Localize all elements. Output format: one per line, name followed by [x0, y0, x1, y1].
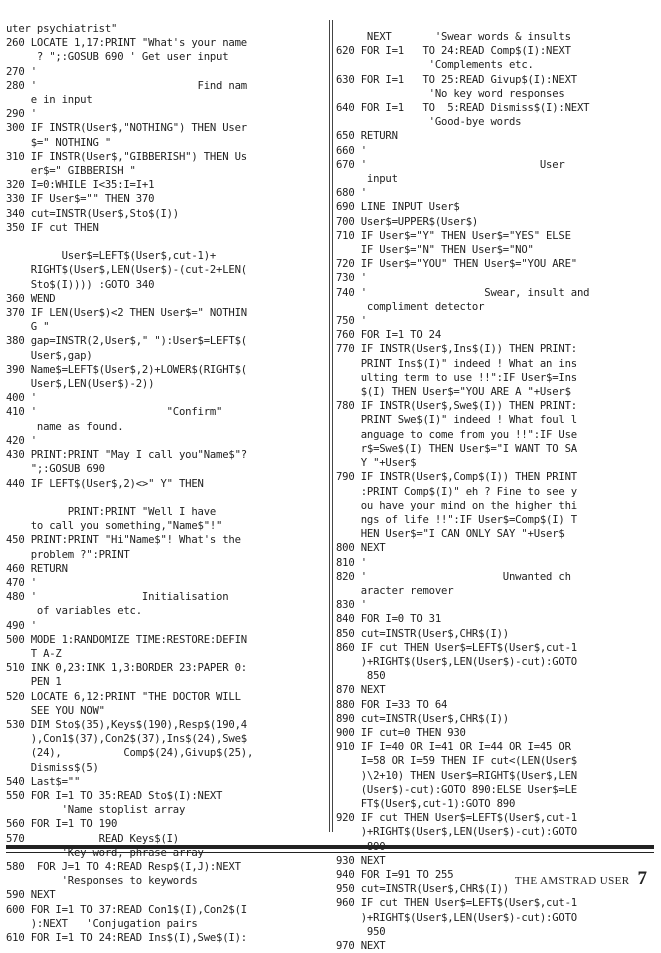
- code-line: r$=Swe$(I) THEN User$="I WANT TO SA: [336, 442, 577, 455]
- code-line: 490 ': [6, 619, 37, 632]
- code-line: )+RIGHT$(User$,LEN(User$)-cut):GOTO: [336, 826, 577, 839]
- code-line: 950: [336, 925, 386, 938]
- code-line: 'Good-bye words: [336, 116, 522, 129]
- code-line: 930 NEXT: [336, 854, 386, 867]
- code-line: 910 IF I=40 OR I=41 OR I=44 OR I=45 OR: [336, 741, 571, 754]
- code-line: 480 ' Initialisation: [6, 591, 229, 604]
- code-line: Y "+User$: [336, 457, 417, 470]
- code-line: ? ";:GOSUB 690 ' Get user input: [6, 51, 229, 64]
- code-line: 510 INK 0,23:INK 1,3:BORDER 23:PAPER 0:: [6, 662, 247, 675]
- code-line: PRINT:PRINT "Well I have: [6, 505, 217, 518]
- code-line: 470 ': [6, 576, 37, 589]
- code-line: 770 IF INSTR(User$,Ins$(I)) THEN PRINT:: [336, 343, 577, 356]
- code-line: 260 LOCATE 1,17:PRINT "What's your name: [6, 37, 247, 50]
- code-line: 380 gap=INSTR(2,User$," "):User$=LEFT$(: [6, 335, 247, 348]
- code-line: 430 PRINT:PRINT "May I call you"Name$"?: [6, 449, 247, 462]
- column-divider: [332, 20, 333, 832]
- code-line: 860 IF cut THEN User$=LEFT$(User$,cut-1: [336, 641, 577, 654]
- code-line: 950 cut=INSTR(User$,CHR$(I)): [336, 883, 509, 896]
- code-line: 540 Last$="": [6, 775, 81, 788]
- code-line: T A-Z: [6, 647, 62, 660]
- code-line: IF User$="N" THEN User$="NO": [336, 244, 534, 257]
- code-line: 570 READ Keys$(I): [6, 832, 179, 845]
- code-line: Sto$(I)))) :GOTO 340: [6, 278, 155, 291]
- code-line: 460 RETURN: [6, 562, 68, 575]
- code-line: 870 NEXT: [336, 684, 386, 697]
- code-line: SEE YOU NOW": [6, 704, 105, 717]
- code-line: 650 RETURN: [336, 130, 398, 143]
- code-line: 590 NEXT: [6, 889, 56, 902]
- code-line: 760 FOR I=1 TO 24: [336, 329, 442, 342]
- code-line: 850: [336, 670, 386, 683]
- code-line: 690 LINE INPUT User$: [336, 201, 460, 214]
- magazine-name: THE AMSTRAD USER: [514, 875, 630, 887]
- code-line: 970 NEXT: [336, 940, 386, 952]
- code-line: PEN 1: [6, 676, 62, 689]
- code-line: 630 FOR I=1 TO 25:READ Givup$(I):NEXT: [336, 73, 577, 86]
- code-line: 580 FOR J=1 TO 4:READ Resp$(I,J):NEXT: [6, 860, 241, 873]
- code-line: 300 IF INSTR(User$,"NOTHING") THEN User: [6, 122, 247, 135]
- column-divider: [329, 20, 330, 832]
- code-line: 310 IF INSTR(User$,"GIBBERISH") THEN Us: [6, 150, 247, 163]
- code-line: er$=" GIBBERISH ": [6, 165, 136, 178]
- code-line: G ": [6, 321, 50, 334]
- code-line: problem ?":PRINT: [6, 548, 130, 561]
- code-line: ngs of life !!":IF User$=Comp$(I) T: [336, 513, 577, 526]
- code-line: 400 ': [6, 392, 37, 405]
- code-line: 780 IF INSTR(User$,Swe$(I)) THEN PRINT:: [336, 400, 577, 413]
- code-line: (24), Comp$(24),Givup$(25),: [6, 747, 254, 760]
- code-line: 280 ' Find nam: [6, 79, 247, 92]
- code-line: name as found.: [6, 420, 124, 433]
- code-line: [6, 491, 324, 505]
- code-line: 680 ': [336, 187, 367, 200]
- page-footer: [515, 868, 647, 890]
- code-line: PRINT Swe$(I)" indeed ! What foul l: [336, 414, 577, 427]
- code-line: 360 WEND: [6, 292, 56, 305]
- code-line: 820 ' Unwanted ch: [336, 570, 571, 583]
- code-line: 410 ' "Confirm": [6, 406, 223, 419]
- code-line: e in input: [6, 94, 93, 107]
- code-line: 520 LOCATE 6,12:PRINT "THE DOCTOR WILL: [6, 690, 241, 703]
- code-line: 450 PRINT:PRINT "Hi"Name$"! What's the: [6, 534, 241, 547]
- code-line: Dismiss$(5): [6, 761, 99, 774]
- code-line: 600 FOR I=1 TO 37:READ Con1$(I),Con2$(I: [6, 903, 247, 916]
- code-line: RIGHT$(User$,LEN(User$)-(cut-2+LEN(: [6, 264, 247, 277]
- code-line: 'Responses to keywords: [6, 875, 198, 888]
- code-line: 660 ': [336, 144, 367, 157]
- code-line: 370 IF LEN(User$)<2 THEN User$=" NOTHIN: [6, 307, 247, 320]
- code-line: 'Complements etc.: [336, 59, 534, 72]
- code-line: 290 ': [6, 108, 37, 121]
- code-line: 610 FOR I=1 TO 24:READ Ins$(I),Swe$(I):: [6, 932, 247, 944]
- code-line: 640 FOR I=1 TO 5:READ Dismiss$(I):NEXT: [336, 102, 590, 115]
- code-line: 620 FOR I=1 TO 24:READ Comp$(I):NEXT: [336, 45, 571, 58]
- code-line: ";:GOSUB 690: [6, 463, 105, 476]
- code-line: 810 ': [336, 556, 367, 569]
- code-line: of variables etc.: [6, 605, 142, 618]
- code-line: 440 IF LEFT$(User$,2)<>" Y" THEN: [6, 477, 204, 490]
- code-line: )+RIGHT$(User$,LEN(User$)-cut):GOTO: [336, 655, 577, 668]
- code-line: 390 Name$=LEFT$(User$,2)+LOWER$(RIGHT$(: [6, 363, 247, 376]
- code-line: 790 IF INSTR(User$,Comp$(I)) THEN PRINT: [336, 471, 577, 484]
- code-line: 270 ': [6, 65, 37, 78]
- code-line: 'No key word responses: [336, 87, 565, 100]
- code-line: NEXT 'Swear words & insults: [336, 31, 571, 43]
- code-line: 'Name stoplist array: [6, 804, 186, 817]
- code-line: I=58 OR I=59 THEN IF cut<(LEN(User$: [336, 755, 577, 768]
- code-line: 900 IF cut=0 THEN 930: [336, 726, 466, 739]
- code-line: anguage to come from you !!":IF Use: [336, 428, 577, 441]
- code-line: $=" NOTHING ": [6, 136, 112, 149]
- code-line: ):NEXT 'Conjugation pairs: [6, 917, 198, 930]
- code-line: 320 I=0:WHILE I<35:I=I+1: [6, 179, 155, 192]
- code-line: User$,gap): [6, 349, 93, 362]
- code-line: $(I) THEN User$="YOU ARE A "+User$: [336, 386, 571, 399]
- code-line: 670 ' User: [336, 158, 565, 171]
- code-line: )\2+10) THEN User$=RIGHT$(User$,LEN: [336, 769, 577, 782]
- code-line: User$,LEN(User$)-2)): [6, 378, 155, 391]
- code-column-right: [336, 30, 640, 953]
- code-line: 890 cut=INSTR(User$,CHR$(I)): [336, 712, 509, 725]
- code-line: 530 DIM Sto$(35),Keys$(190),Resp$(190,4: [6, 718, 247, 731]
- code-line: 710 IF User$="Y" THEN User$="YES" ELSE: [336, 229, 571, 242]
- code-line: 560 FOR I=1 TO 190: [6, 818, 118, 831]
- footer-rule-thin: [6, 852, 654, 853]
- code-line: uter psychiatrist": [6, 23, 118, 35]
- code-line: 960 IF cut THEN User$=LEFT$(User$,cut-1: [336, 897, 577, 910]
- code-line: PRINT Ins$(I)" indeed ! What an ins: [336, 357, 577, 370]
- code-line: 750 ': [336, 315, 367, 328]
- code-line: 940 FOR I=91 TO 255: [336, 868, 454, 881]
- code-column-left: [6, 22, 324, 945]
- code-line: compliment detector: [336, 300, 485, 313]
- code-line: (User$)-cut):GOTO 890:ELSE User$=LE: [336, 783, 577, 796]
- code-line: FT$(User$,cut-1):GOTO 890: [336, 797, 516, 810]
- code-line: 740 ' Swear, insult and: [336, 286, 590, 299]
- code-line: 850 cut=INSTR(User$,CHR$(I)): [336, 627, 509, 640]
- code-line: to call you something,"Name$"!": [6, 520, 223, 533]
- code-line: User$=LEFT$(User$,cut-1)+: [6, 250, 217, 263]
- code-line: ou have your mind on the higher thi: [336, 499, 577, 512]
- code-line: [6, 235, 324, 249]
- code-line: 700 User$=UPPER$(User$): [336, 215, 479, 228]
- code-line: 880 FOR I=33 TO 64: [336, 698, 448, 711]
- code-line: 730 ': [336, 272, 367, 285]
- code-line: 920 IF cut THEN User$=LEFT$(User$,cut-1: [336, 812, 577, 825]
- code-line: 800 NEXT: [336, 542, 386, 555]
- code-line: 420 ': [6, 434, 37, 447]
- code-line: 350 IF cut THEN: [6, 221, 99, 234]
- page-number: 7: [637, 868, 647, 889]
- footer-rule-thick: [6, 845, 654, 849]
- code-line: input: [336, 173, 398, 186]
- code-line: ulting term to use !!":IF User$=Ins: [336, 371, 577, 384]
- code-line: 840 FOR I=0 TO 31: [336, 613, 442, 626]
- code-line: 500 MODE 1:RANDOMIZE TIME:RESTORE:DEFIN: [6, 633, 247, 646]
- code-line: 340 cut=INSTR(User$,Sto$(I)): [6, 207, 179, 220]
- code-line: 720 IF User$="YOU" THEN User$="YOU ARE": [336, 258, 577, 271]
- code-line: 550 FOR I=1 TO 35:READ Sto$(I):NEXT: [6, 789, 223, 802]
- code-line: :PRINT Comp$(I)" eh ? Fine to see y: [336, 485, 577, 498]
- code-line: ),Con1$(37),Con2$(37),Ins$(24),Swe$: [6, 733, 247, 746]
- code-line: 330 IF User$="" THEN 370: [6, 193, 155, 206]
- code-line: HEN User$="I CAN ONLY SAY "+User$: [336, 528, 565, 541]
- code-line: )+RIGHT$(User$,LEN(User$)-cut):GOTO: [336, 911, 577, 924]
- code-line: aracter remover: [336, 584, 454, 597]
- code-line: 830 ': [336, 599, 367, 612]
